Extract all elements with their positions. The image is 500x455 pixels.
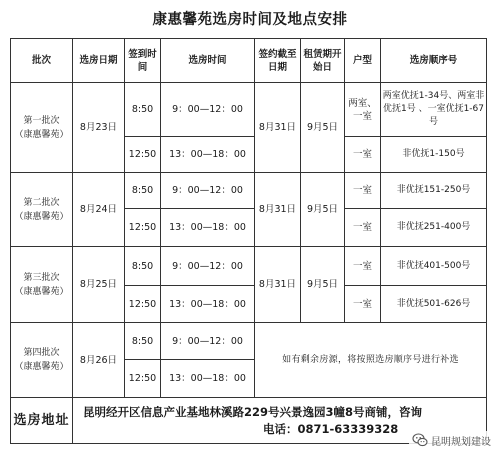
type-cell: 两室、一室 bbox=[345, 83, 381, 137]
seq-cell: 两室优抚1-34号、两室非优抚1号 、一室优抚1-67号 bbox=[381, 83, 487, 137]
watermark-text: 昆明规划建设 bbox=[431, 436, 491, 448]
type-cell: 一室 bbox=[345, 173, 381, 209]
time-cell: 13：00—18：00 bbox=[161, 286, 255, 323]
wechat-icon bbox=[412, 432, 428, 448]
batch-location: （康惠馨苑） bbox=[14, 362, 69, 372]
phone-text: 电话：0871-63339328 bbox=[263, 421, 399, 436]
checkin-cell: 8:50 bbox=[125, 323, 161, 360]
batch-location: （康惠馨苑） bbox=[14, 211, 69, 222]
page-title: 康惠馨苑选房时间及地点安排 bbox=[152, 11, 348, 28]
supplement-note: 如有剩余房源，将按照选房顺序号进行补选 bbox=[255, 323, 487, 398]
time-cell: 13：00—18：00 bbox=[161, 209, 255, 247]
batch-name: 第四批次 bbox=[23, 348, 60, 358]
rent-start-cell: 9月5日 bbox=[301, 173, 345, 247]
time-cell: 9：00—12：00 bbox=[161, 83, 255, 137]
date-cell: 8月24日 bbox=[73, 173, 125, 247]
header-batch: 批次 bbox=[11, 39, 73, 83]
address-text: 昆明经开区信息产业基地林溪路229号兴景逸园3幢8号商铺，咨询 bbox=[83, 404, 423, 419]
date-cell: 8月23日 bbox=[73, 83, 125, 173]
seq-cell: 非优抚151-250号 bbox=[381, 173, 487, 209]
header-row bbox=[11, 39, 487, 83]
batch-location: （康惠馨苑） bbox=[14, 286, 69, 297]
batch-location: （康惠馨苑） bbox=[14, 129, 69, 140]
checkin-cell: 8:50 bbox=[125, 173, 161, 209]
checkin-cell: 12:50 bbox=[125, 286, 161, 323]
batch-cell bbox=[11, 173, 73, 247]
batch-cell bbox=[11, 323, 73, 398]
table-row bbox=[11, 323, 487, 360]
checkin-cell: 12:50 bbox=[125, 137, 161, 173]
header-rent-start: 租赁期开始日 bbox=[301, 39, 345, 83]
checkin-cell: 8:50 bbox=[125, 247, 161, 286]
type-cell: 一室 bbox=[345, 137, 381, 173]
rent-start-cell: 9月5日 bbox=[301, 247, 345, 323]
batch-name: 第二批次 bbox=[23, 197, 60, 208]
checkin-cell: 8:50 bbox=[125, 83, 161, 137]
header-checkin: 签到时间 bbox=[125, 39, 161, 83]
header-sign-deadline: 签约截至日期 bbox=[255, 39, 301, 83]
header-seq: 选房顺序号 bbox=[381, 39, 487, 83]
deadline-cell: 8月31日 bbox=[255, 173, 301, 247]
time-cell: 13：00—18：00 bbox=[161, 137, 255, 173]
date-cell: 8月25日 bbox=[73, 247, 125, 323]
time-cell: 9：00—12：00 bbox=[161, 247, 255, 286]
batch-cell bbox=[11, 83, 73, 173]
time-cell: 13：00—18：00 bbox=[161, 360, 255, 398]
table-row bbox=[11, 83, 487, 137]
type-cell: 一室 bbox=[345, 286, 381, 323]
seq-cell: 非优抚1-150号 bbox=[381, 137, 487, 173]
seq-cell: 非优抚251-400号 bbox=[381, 209, 487, 247]
batch-cell bbox=[11, 247, 73, 323]
header-select-time: 选房时间 bbox=[161, 39, 255, 83]
date-cell: 8月26日 bbox=[73, 323, 125, 398]
seq-cell: 非优抚401-500号 bbox=[381, 247, 487, 286]
seq-cell: 非优抚501-626号 bbox=[381, 286, 487, 323]
time-cell: 9：00—12：00 bbox=[161, 323, 255, 360]
table-row bbox=[11, 247, 487, 286]
address-label: 选房地址 bbox=[11, 398, 73, 444]
time-cell: 9：00—12：00 bbox=[161, 173, 255, 209]
table-row bbox=[11, 173, 487, 209]
header-type: 户型 bbox=[345, 39, 381, 83]
type-cell: 一室 bbox=[345, 209, 381, 247]
watermark bbox=[409, 431, 494, 449]
checkin-cell: 12:50 bbox=[125, 209, 161, 247]
deadline-cell: 8月31日 bbox=[255, 247, 301, 323]
type-cell: 一室 bbox=[345, 247, 381, 286]
schedule-table bbox=[10, 38, 487, 444]
rent-start-cell: 9月5日 bbox=[301, 83, 345, 173]
deadline-cell: 8月31日 bbox=[255, 83, 301, 173]
batch-name: 第一批次 bbox=[23, 115, 60, 126]
header-date: 选房日期 bbox=[73, 39, 125, 83]
checkin-cell: 12:50 bbox=[125, 360, 161, 398]
batch-name: 第三批次 bbox=[23, 272, 60, 283]
